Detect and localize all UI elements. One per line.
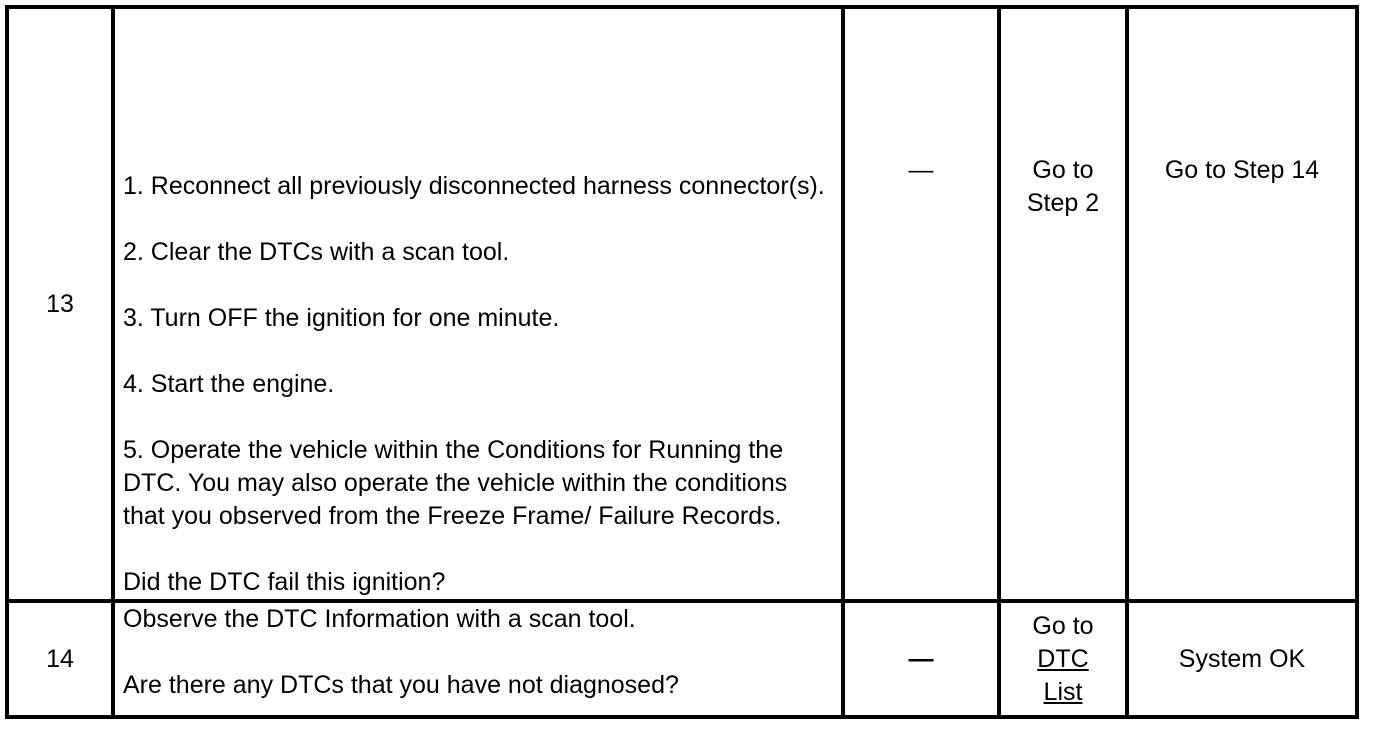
no-step-target: Go to Step 14 — [1164, 156, 1320, 184]
yes-cell — [999, 7, 1127, 601]
yes-cell — [999, 601, 1127, 717]
action-instruction: 5. Operate the vehicle within the Conditions for Running the DTC. You may also operate the vehicle within the conditions that you observed from the Freeze Frame/ Failure Records. — [123, 436, 788, 530]
values-dash: — — [908, 644, 934, 673]
yes-goto-label: Go to — [1032, 156, 1094, 184]
action-instruction: 2. Clear the DTCs with a scan tool. — [123, 238, 510, 266]
action-instruction: 1. Reconnect all previously disconnected harness connector(s). — [123, 172, 825, 200]
yes-step-target: Step 2 — [1026, 189, 1100, 217]
values-dash: — — [908, 156, 934, 184]
no-cell — [1127, 7, 1357, 601]
yes-goto-label: Go to — [1032, 611, 1094, 640]
no-result-text: System OK — [1178, 644, 1306, 673]
list-link-text[interactable]: List — [1043, 677, 1083, 706]
diagnostic-steps-table — [5, 5, 1359, 719]
action-cell — [113, 7, 843, 601]
action-question: Did the DTC fail this ignition? — [123, 568, 446, 596]
action-instruction: Observe the DTC Information with a scan tool. — [123, 605, 636, 633]
action-instruction: 3. Turn OFF the ignition for one minute. — [123, 304, 560, 332]
step-number: 14 — [7, 601, 113, 717]
step-number: 13 — [7, 7, 113, 601]
table-row — [7, 7, 1357, 601]
action-question: Are there any DTCs that you have not diagnosed? — [123, 671, 679, 699]
dtc-list-link[interactable] — [1001, 643, 1125, 709]
values-cell — [843, 7, 999, 601]
no-cell — [1127, 601, 1357, 717]
action-cell — [113, 601, 843, 717]
dtc-link-text[interactable]: DTC — [1037, 644, 1089, 673]
values-cell — [843, 601, 999, 717]
table-row — [7, 601, 1357, 717]
action-instruction: 4. Start the engine. — [123, 370, 335, 398]
